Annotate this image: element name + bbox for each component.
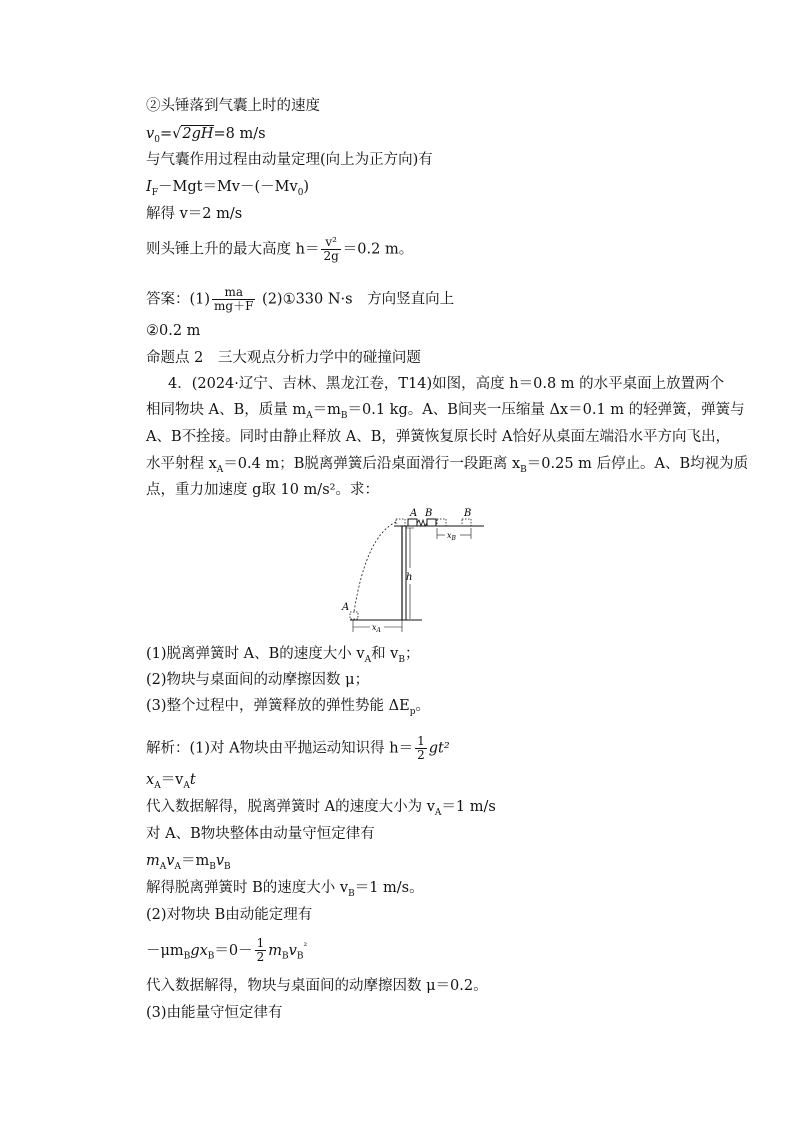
solution-line: $x_A=v_At$ [146, 772, 196, 791]
label-a-landed: A [342, 602, 350, 613]
solution-line: $m_Av_A=m_Bv_B$ [146, 853, 231, 872]
problem-text: 4．(2024·辽宁、吉林、黑龙江卷，T14)如图，高度 h＝0.8 m 的水平桌面上放置两个 [168, 376, 725, 392]
fraction: $\frac{\text{v²}}{2g}$ [323, 235, 339, 263]
problem-text: A、B不拴接。同时由静止释放 A、B，弹簧恢复原长时 A恰好从桌面左端沿水平方向飞出， [146, 429, 730, 445]
answer-line: ②0.2 m [146, 323, 201, 339]
label-h: h [406, 572, 413, 583]
fraction: $\frac{1}{2}$ [256, 936, 265, 965]
problem-text: 点，重力加速度 g取 10 m/s²。求： [146, 482, 379, 498]
block-b-final [462, 519, 471, 526]
fraction: $\frac{1}{2}$ [417, 734, 425, 762]
block-b [427, 519, 436, 526]
question-3: (3)整个过程中，弹簧释放的弹性势能 $\Delta E_p$。 [146, 698, 430, 717]
solution-line: $-\mu m_Bgx_B=0-$ $\frac{1}{2}$ $m_Bv_B^{^2}$ [146, 936, 308, 965]
problem-text: 水平射程 $x_A=0.4$ m；B脱离弹簧后沿桌面滑行一段距离 $x_B=0.25$ m 后停止。A、B均视为质 [146, 456, 749, 475]
formula-height: 则头锤上升的最大高度 h＝ $\frac{\text{v²}}{2g}$ ＝0.2 m。 [146, 235, 414, 263]
formula-v0: $v_0=√2gH=8$ m/s [146, 126, 266, 145]
solution-line: 代入数据解得，物块与桌面间的动摩擦因数 μ＝0.2。 [146, 978, 488, 994]
fraction: $\frac{ma}{mg+F}$ [214, 285, 254, 313]
label-b: B [425, 508, 433, 519]
question-1: (1)脱离弹簧时 A、B的速度大小 $v_A$和 $v_B$； [146, 646, 420, 665]
solution-line: 对 A、B物块整体由动量守恒定律有 [146, 826, 375, 842]
formula-momentum: $I_F-Mgt=Mv-(-Mv_0)$ [146, 179, 310, 198]
solution-line: 代入数据解得，脱离弹簧时 A的速度大小为 $v_A=1$ m/s [146, 799, 496, 818]
answer-line: 答案：(1) $\frac{ma}{mg+F}$ (2)①330 N·s 方向竖直向上 [146, 285, 455, 313]
solution-line: 解析：(1)对 A物块由平抛运动知识得 h＝ $\frac{1}{2}$ gt² [146, 734, 450, 762]
problem-text: 相同物块 A、B，质量 $m_A=m_B=0.1$ kg。A、B间夹一压缩量 Δx＝0.1 m 的轻弹簧，弹簧与 [146, 402, 745, 421]
block-a-initial [396, 519, 405, 526]
text-line: 解得 v＝2 m/s [146, 206, 243, 222]
text-line: ②头锤落到气囊上时的速度 [146, 98, 320, 114]
section-heading: 命题点 2 三大观点分析力学中的碰撞问题 [146, 350, 421, 366]
label-a: A [410, 508, 418, 519]
trajectory [354, 522, 396, 612]
text-line: 与气囊作用过程由动量定理(向上为正方向)有 [146, 152, 433, 168]
label-xb: $x_B$ [447, 531, 456, 542]
label-xa: $x_A$ [372, 623, 381, 634]
question-2: (2)物块与桌面间的动摩擦因数 μ； [146, 672, 370, 688]
spring [417, 520, 427, 526]
block-a [408, 519, 417, 526]
solution-line: (3)由能量守恒定律有 [146, 1005, 283, 1021]
physics-diagram [336, 506, 496, 634]
solution-line: 解得脱离弹簧时 B的速度大小 $v_B=1$ m/s。 [146, 880, 424, 899]
solution-line: (2)对物块 B由动能定理有 [146, 907, 313, 923]
label-b-final: B [464, 508, 472, 519]
block-a-landed [350, 612, 358, 619]
